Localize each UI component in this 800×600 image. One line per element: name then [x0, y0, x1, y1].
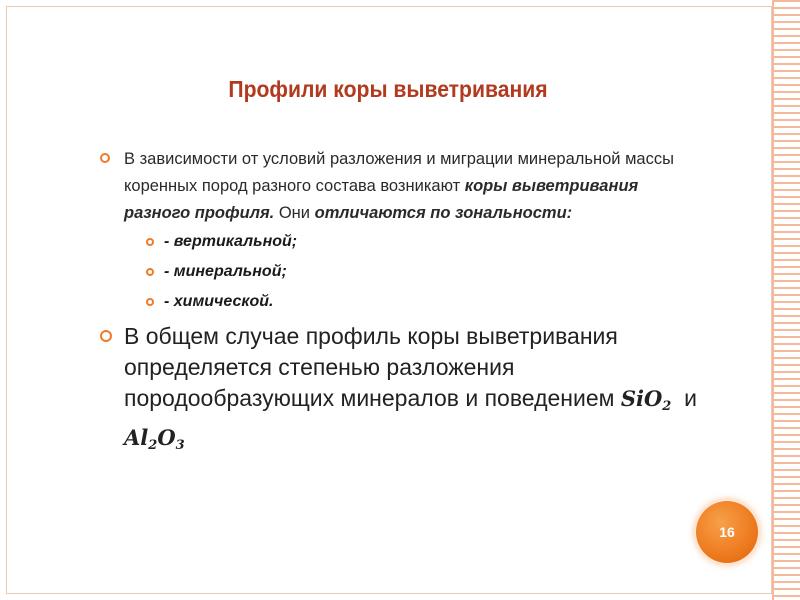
formula-o-base: O: [157, 425, 176, 450]
decorative-stripes: [774, 0, 800, 600]
bullet-item-conditions: [100, 146, 700, 227]
bullet-item-general-case: [100, 321, 700, 461]
sub-item-mineral: - минеральной;: [146, 257, 700, 287]
sub-item-vertical: - вертикальной;: [146, 227, 700, 257]
bullet2-text: В общем случае профиль коры выветривания определяется степенью разложения породообразующих минералов и поведением: [124, 323, 621, 411]
formula-al2o3: [124, 425, 185, 453]
page-number-badge: 16: [696, 501, 758, 563]
formula-o-sub: 3: [175, 438, 185, 453]
sub-item-chemical: - химической.: [146, 287, 700, 317]
bullet-text-2: Они: [274, 204, 315, 222]
slide-title: Профили коры выветривания: [228, 76, 548, 102]
formula-sio2-base: SiO: [620, 386, 663, 411]
formula-sio2-sub: 2: [662, 399, 672, 414]
formula-sio2: [620, 386, 672, 414]
bullet-emphasis-2: отличаются по зональности:: [314, 204, 573, 222]
bullet-text-1: В зависимости от условий разложения и миграции минеральной массы коренных пород разного состава возникают: [124, 150, 674, 195]
slide-content: [100, 146, 700, 461]
bullet-emphasis-1: коры выветривания разного профиля.: [124, 177, 639, 222]
formula-al-sub: 2: [148, 438, 158, 453]
formula-al-base: Al: [124, 425, 149, 450]
conjunction: и: [684, 385, 697, 411]
